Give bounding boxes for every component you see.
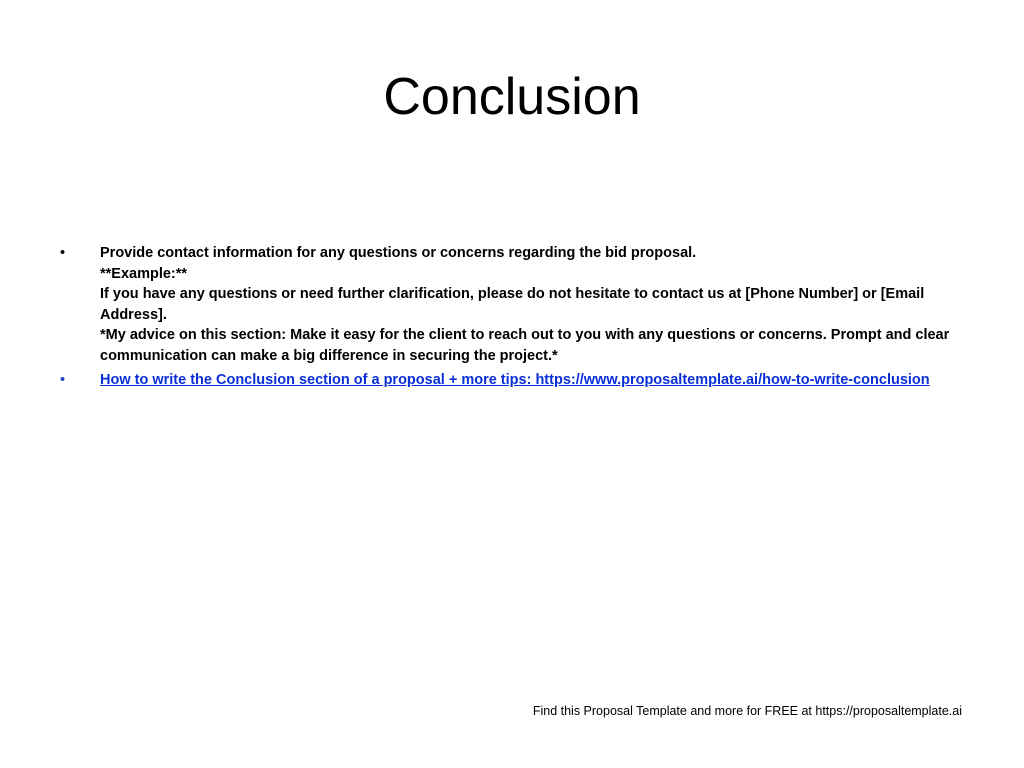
bullet-icon: • bbox=[60, 245, 66, 261]
bullet-text-line: Provide contact information for any questions or concerns regarding the bid proposal. bbox=[100, 245, 697, 261]
bullet-list bbox=[0, 243, 1024, 395]
bullet-item-guide-link bbox=[0, 370, 1024, 391]
guide-link[interactable]: How to write the Conclusion section of a proposal + more tips: https://www.proposaltemplate.ai/how-to-write-conclusion bbox=[100, 372, 930, 388]
bullet-text-line: **Example:** bbox=[100, 265, 188, 282]
bullet-text-line: *My advice on this section: Make it easy for the client to reach out to you with any questions or concerns. Prompt and clear communication can make a big difference in securing the project.* bbox=[100, 327, 950, 364]
bullet-item-contact-info bbox=[0, 243, 1024, 366]
slide-title: Conclusion bbox=[383, 68, 641, 126]
bullet-text-line: If you have any questions or need further clarification, please do not hesitate to contact us at [Phone Number] or [Email Address]. bbox=[100, 286, 925, 323]
bullet-icon: • bbox=[60, 372, 66, 388]
footer-text: Find this Proposal Template and more for FREE at https://proposaltemplate.ai bbox=[532, 704, 962, 718]
